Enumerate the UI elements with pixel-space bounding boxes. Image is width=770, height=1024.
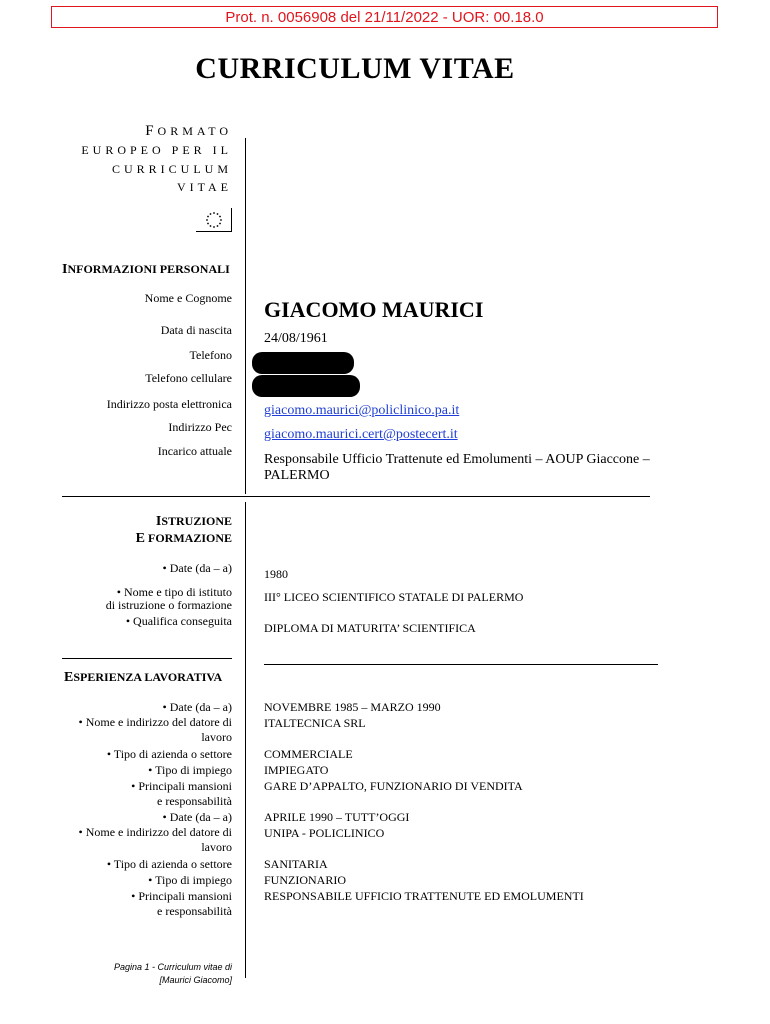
- label-edu-qualification: • Qualifica conseguita: [125, 614, 232, 628]
- label-job2-employer-2: lavoro: [201, 840, 232, 854]
- format-heading-line2: EUROPEO PER IL: [81, 143, 232, 157]
- label-job2-dates: • Date (da – a): [162, 810, 232, 824]
- label-job1-duties-2: e responsabilità: [157, 794, 232, 808]
- label-job1-duties-1: • Principali mansioni: [131, 779, 232, 793]
- job2-duties: RESPONSABILE UFFICIO TRATTENUTE ED EMOLUMENTI: [264, 889, 584, 903]
- section-heading-education-1: ISTRUZIONE: [155, 514, 232, 529]
- job1-duties: GARE D’APPALTO, FUNZIONARIO DI VENDITA: [264, 779, 523, 793]
- label-edu-institute-2: di istruzione o formazione: [105, 598, 232, 612]
- label-role: Incarico attuale: [157, 444, 232, 458]
- current-role-line2: PALERMO: [264, 468, 330, 483]
- job2-job: FUNZIONARIO: [264, 873, 346, 887]
- label-mobile: Telefono cellulare: [145, 371, 232, 385]
- email-link[interactable]: giacomo.maurici@policlinico.pa.it: [264, 403, 460, 418]
- label-job2-sector: • Tipo di azienda o settore: [106, 857, 232, 871]
- job1-sector: COMMERCIALE: [264, 747, 353, 761]
- redaction-phone: [252, 352, 354, 374]
- pec-link[interactable]: giacomo.maurici.cert@postecert.it: [264, 427, 458, 442]
- format-heading-line4: VITAE: [176, 180, 232, 194]
- label-job2-duties-2: e responsabilità: [157, 904, 232, 918]
- section-divider: [62, 496, 650, 497]
- section-heading-experience: ESPERIENZA LAVORATIVA: [64, 670, 223, 685]
- protocol-stamp: Prot. n. 0056908 del 21/11/2022 - UOR: 00.18.0: [51, 6, 718, 28]
- rule-left: [62, 658, 232, 659]
- section-heading-personal: INFORMAZIONI PERSONALI: [62, 262, 230, 277]
- label-job2-duties-1: • Principali mansioni: [131, 889, 232, 903]
- person-name: GIACOMO MAURICI: [264, 297, 484, 322]
- job1-job: IMPIEGATO: [264, 763, 329, 777]
- edu-dates: 1980: [264, 567, 288, 581]
- job2-sector: SANITARIA: [264, 857, 328, 871]
- label-job1-job: • Tipo di impiego: [148, 763, 232, 777]
- format-heading-line1: FORMATO: [145, 123, 232, 139]
- rule-right: [264, 664, 658, 665]
- edu-institute: III° LICEO SCIENTIFICO STATALE DI PALERMO: [264, 590, 524, 604]
- page-title: CURRICULUM VITAE: [195, 52, 515, 85]
- job2-employer: UNIPA - POLICLINICO: [264, 826, 385, 840]
- label-job1-sector: • Tipo di azienda o settore: [106, 747, 232, 761]
- eu-flag-icon: [196, 208, 232, 232]
- birth-date: 24/08/1961: [264, 331, 328, 346]
- job2-dates: APRILE 1990 – TUTT’OGGI: [264, 810, 410, 824]
- label-job1-dates: • Date (da – a): [162, 700, 232, 714]
- column-divider-top: [245, 138, 246, 494]
- column-divider-bottom: [245, 502, 246, 978]
- job1-dates: NOVEMBRE 1985 – MARZO 1990: [264, 700, 441, 714]
- label-phone: Telefono: [189, 348, 232, 362]
- footer-page-line1: Pagina 1 - Curriculum vitae di: [113, 962, 232, 972]
- label-email: Indirizzo posta elettronica: [106, 397, 232, 411]
- section-heading-education-2: E FORMAZIONE: [135, 531, 232, 546]
- label-job1-employer-1: • Nome e indirizzo del datore di: [78, 715, 232, 729]
- job1-employer: ITALTECNICA SRL: [264, 716, 366, 730]
- label-birth: Data di nascita: [160, 323, 232, 337]
- footer-page-line2: [Maurici Giacomo]: [159, 975, 232, 985]
- label-job1-employer-2: lavoro: [201, 730, 232, 744]
- label-job2-employer-1: • Nome e indirizzo del datore di: [78, 825, 232, 839]
- redaction-mobile: [252, 375, 360, 397]
- label-edu-institute-1: • Nome e tipo di istituto: [116, 585, 232, 599]
- label-pec: Indirizzo Pec: [168, 420, 232, 434]
- label-job2-job: • Tipo di impiego: [148, 873, 232, 887]
- label-edu-dates: • Date (da – a): [162, 561, 232, 575]
- current-role-line1: Responsabile Ufficio Trattenute ed Emolumenti – AOUP Giaccone –: [264, 452, 650, 467]
- edu-qualification: DIPLOMA DI MATURITA’ SCIENTIFICA: [264, 621, 476, 635]
- format-heading-line3: CURRICULUM: [111, 162, 232, 176]
- label-name: Nome e Cognome: [144, 291, 232, 305]
